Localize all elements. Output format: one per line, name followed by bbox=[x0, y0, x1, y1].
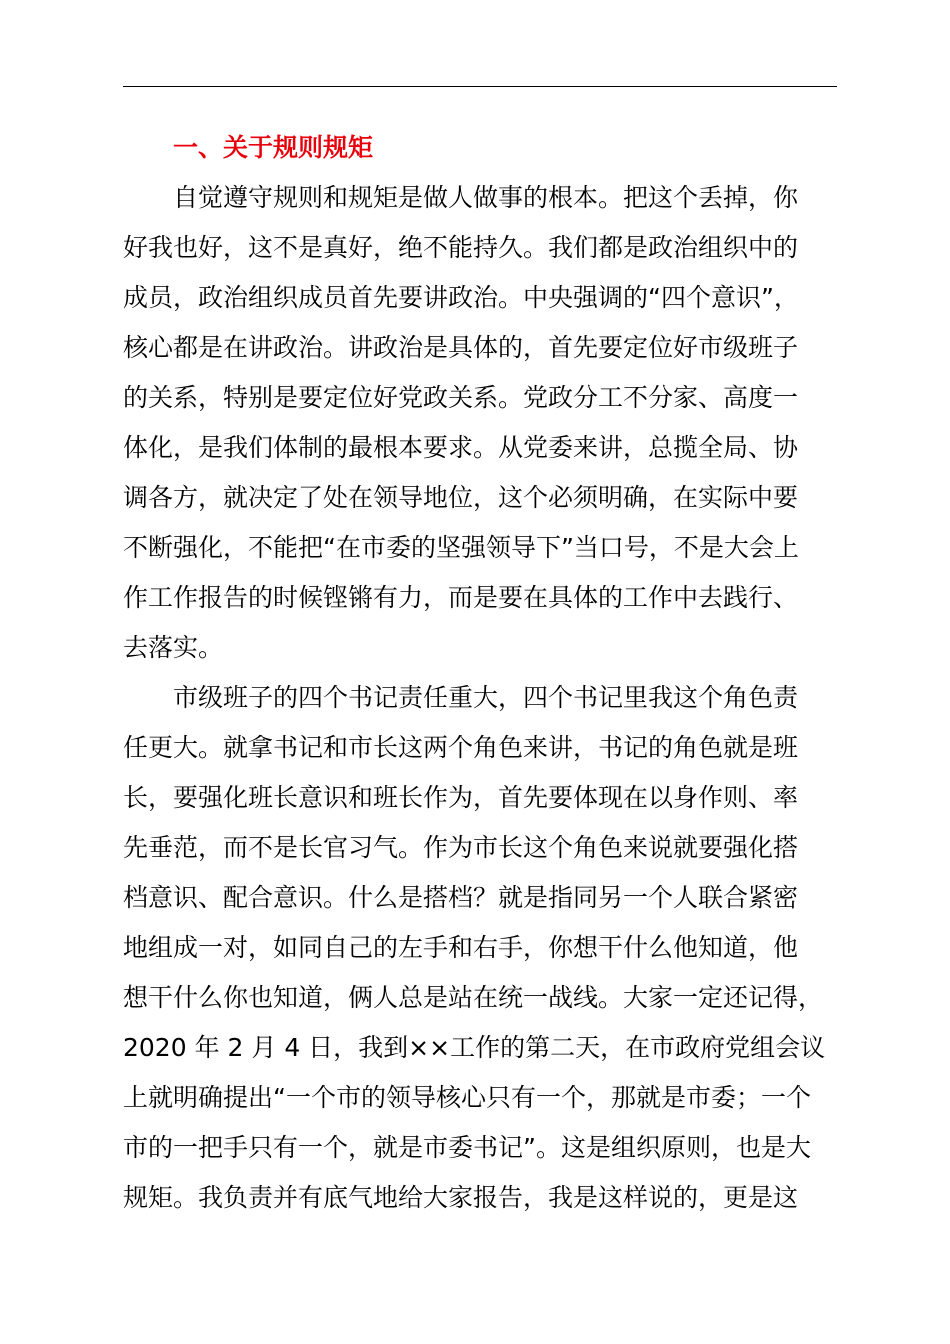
text-line: 自觉遵守规则和规矩是做人做事的根本。把这个丢掉，你 bbox=[173, 183, 799, 212]
text-line: 好我也好，这不是真好，绝不能持久。我们都是政治组织中的 bbox=[123, 233, 799, 262]
text-line: 的关系，特别是要定位好党政关系。党政分工不分家、高度一 bbox=[123, 383, 799, 412]
text-line: 核心都是在讲政治。讲政治是具体的，首先要定位好市级班子 bbox=[123, 333, 799, 362]
text-line: 市级班子的四个书记责任重大，四个书记里我这个角色责 bbox=[173, 683, 799, 712]
text-line: 任更大。就拿书记和市长这两个角色来讲，书记的角色就是班 bbox=[123, 733, 799, 762]
header-rule bbox=[123, 86, 837, 87]
text-line: 调各方，就决定了处在领导地位，这个必须明确，在实际中要 bbox=[123, 483, 799, 512]
text-line: 上就明确提出“一个市的领导核心只有一个，那就是市委；一个 bbox=[123, 1083, 811, 1112]
text-line: 地组成一对，如同自己的左手和右手，你想干什么他知道，他 bbox=[123, 933, 799, 962]
text-line: 去落实。 bbox=[123, 633, 224, 662]
section-heading: 一、关于规则规矩 bbox=[173, 133, 374, 162]
text-line: 不断强化，不能把“在市委的坚强领导下”当口号，不是大会上 bbox=[123, 533, 799, 562]
text-line: 先垂范，而不是长官习气。作为市长这个角色来说就要强化搭 bbox=[123, 833, 799, 862]
text-line: 想干什么你也知道，俩人总是站在统一战线。大家一定还记得， bbox=[123, 983, 824, 1012]
text-line: 档意识、配合意识。什么是搭档？就是指同另一个人联合紧密 bbox=[123, 883, 799, 912]
text-line: 规矩。我负责并有底气地给大家报告，我是这样说的，更是这 bbox=[123, 1183, 799, 1212]
text-line: 成员，政治组织成员首先要讲政治。中央强调的“四个意识”， bbox=[123, 283, 799, 312]
paragraph-rules bbox=[123, 173, 837, 673]
text-line: 长，要强化班长意识和班长作为，首先要体现在以身作则、率 bbox=[123, 783, 799, 812]
text-line: 作工作报告的时候铿锵有力，而是要在具体的工作中去践行、 bbox=[123, 583, 799, 612]
document-body bbox=[123, 123, 837, 1223]
text-line: 2020 年 2 月 4 日，我到××工作的第二天，在市政府党组会议 bbox=[123, 1033, 826, 1062]
paragraph-secretaries bbox=[123, 673, 837, 1223]
text-line: 体化，是我们体制的最根本要求。从党委来讲，总揽全局、协 bbox=[123, 433, 799, 462]
text-line: 市的一把手只有一个，就是市委书记”。这是组织原则，也是大 bbox=[123, 1133, 811, 1162]
